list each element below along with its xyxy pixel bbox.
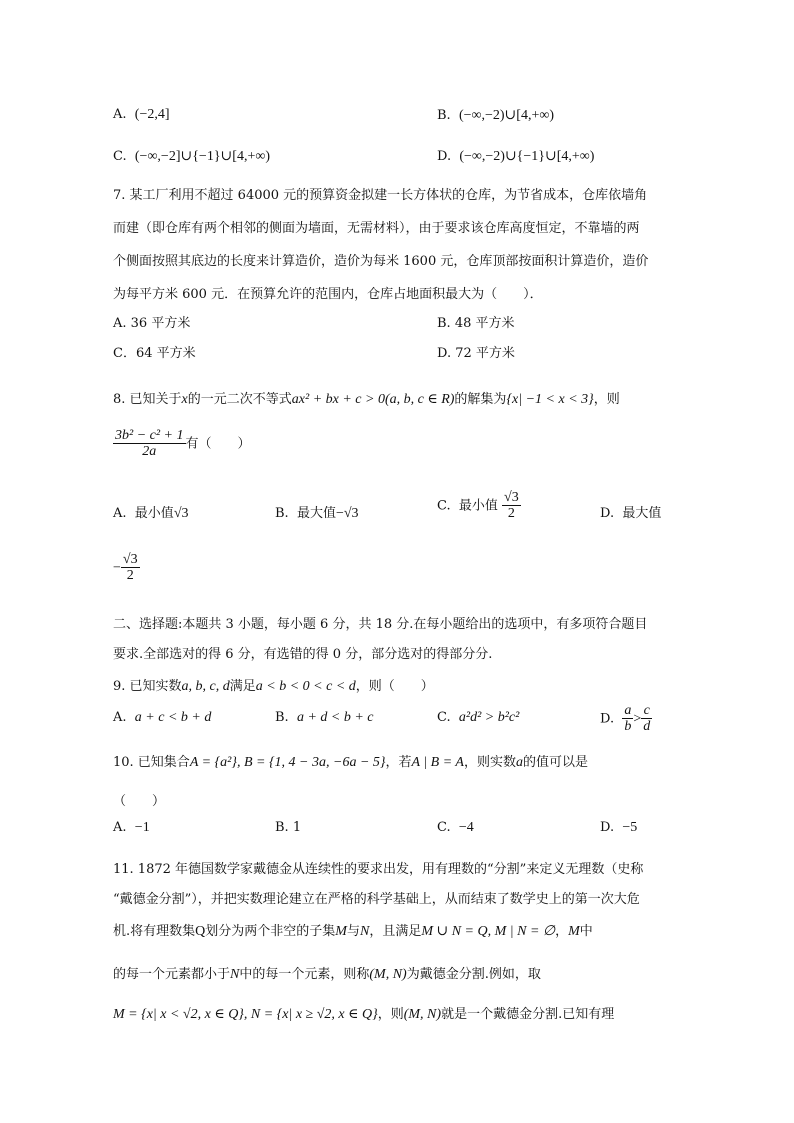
q9-option-d: D. $\frac{a}{b}$ > $\frac{c}{d}$ bbox=[600, 703, 651, 735]
q9-option-b: B. a + d < b + c bbox=[275, 710, 374, 725]
q8-d-fraction: $\frac{√3}{2}$ bbox=[122, 552, 138, 584]
q7-line-2: 而建（即仓库有两个相邻的侧面为墙面，无需材料），由于要求该仓库高度恒定，不靠墙的两 bbox=[113, 221, 640, 236]
q6-option-b: B. (−∞,−2)∪[4,+∞) bbox=[437, 108, 554, 123]
q7-option-c: C．64 平方米 bbox=[113, 346, 196, 361]
q6-option-d: D. (−∞,−2)∪{−1}∪[4,+∞) bbox=[437, 149, 595, 164]
q8-option-c: C. 最小值 $\frac{√3}{2}$ bbox=[437, 490, 519, 522]
q7-option-a: A. 36 平方米 bbox=[113, 316, 191, 331]
q11-line-1: 11. 1872 年德国数学家戴德金从连续性的要求出发，用有理数的“分割”来定义无理数（史称 bbox=[113, 862, 644, 877]
q8-option-a: A. 最小值√3 bbox=[113, 506, 189, 521]
q8-stem: 8. 已知关于x的一元二次不等式ax² + bx + c > 0(a, b, c ∈ R)的解集为{x| −1 < x < 3}，则 bbox=[113, 392, 620, 407]
section-2-heading-line-1: 二、选择题:本题共 3 小题，每小题 6 分，共 18 分.在每小题给出的选项中，有多项符合题目 bbox=[113, 617, 648, 632]
q9-option-a: A. a + c < b + d bbox=[113, 710, 212, 725]
q8-c-fraction: $\frac{√3}{2}$ bbox=[504, 490, 519, 522]
q9-d-fraction-right: $\frac{c}{d}$ bbox=[643, 703, 651, 735]
q10-stem: 10. 已知集合A = {a²}, B = {1, 4 − 3a, −6a − 5}，若A | B = A，则实数a的值可以是 bbox=[113, 755, 588, 770]
q11-line-3: 机.将有理数集Q划分为两个非空的子集M与N，且满足M ∪ N = Q, M | N = ∅，M中 bbox=[113, 924, 593, 939]
q11-line-4: 的每一个元素都小于N中的每一个元素，则称(M, N)为戴德金分割.例如，取 bbox=[113, 967, 541, 982]
q7-option-b: B. 48 平方米 bbox=[437, 316, 515, 331]
q11-line-5: M = {x| x < √2, x ∈ Q}, N = {x| x ≥ √2, x ∈ Q}，则(M, N)就是一个戴德金分割.已知有理 bbox=[113, 1007, 615, 1022]
q10-option-a: A. −1 bbox=[113, 820, 150, 835]
q10-answer-paren: （ ） bbox=[113, 794, 166, 809]
q6-option-a: A. (−2,4] bbox=[113, 107, 170, 122]
q7-line-3: 个侧面按照其底边的长度来计算造价，造价为每米 1600 元，仓库顶部按面积计算造价，造价 bbox=[113, 254, 649, 269]
q8-option-d: D. 最大值 bbox=[600, 506, 662, 521]
q9-d-fraction-left: $\frac{a}{b}$ bbox=[624, 703, 632, 735]
q7-option-d: D. 72 平方米 bbox=[437, 346, 515, 361]
q10-option-c: C. −4 bbox=[437, 820, 474, 835]
q10-option-d: D. −5 bbox=[600, 820, 638, 835]
q8-option-b: B. 最大值−√3 bbox=[275, 506, 359, 521]
q8-fraction: $\frac{\text{3b² − c² + 1}}{2a}$ bbox=[115, 428, 184, 460]
section-2-heading-line-2: 要求.全部选对的得 6 分，有选错的得 0 分，部分选对的得部分分. bbox=[113, 647, 493, 662]
q11-line-2: “戴德金分割”），并把实数理论建立在严格的科学基础上，从而结束了数学史上的第一次大危 bbox=[113, 892, 640, 907]
q7-line-4: 为每平方米 600 元．在预算允许的范围内，仓库占地面积最大为（ ）． bbox=[113, 287, 543, 302]
q7-line-1: 7. 某工厂利用不超过 64000 元的预算资金拟建一长方体状的仓库，为节省成本，仓库依墙角 bbox=[113, 188, 648, 203]
q8-expression: $\frac{\text{3b² − c² + 1}}{2a}$ 有（ ） bbox=[115, 428, 251, 460]
q9-stem: 9. 已知实数a, b, c, d满足a < b < 0 < c < d，则（ ） bbox=[113, 679, 434, 694]
q8-option-d-value: − $\frac{√3}{2}$ bbox=[113, 552, 138, 584]
q6-option-c: C. (−∞,−2]∪{−1}∪[4,+∞) bbox=[113, 149, 270, 164]
q9-option-c: C. a²d² > b²c² bbox=[437, 710, 520, 725]
q10-option-b: B. 1 bbox=[275, 820, 302, 835]
